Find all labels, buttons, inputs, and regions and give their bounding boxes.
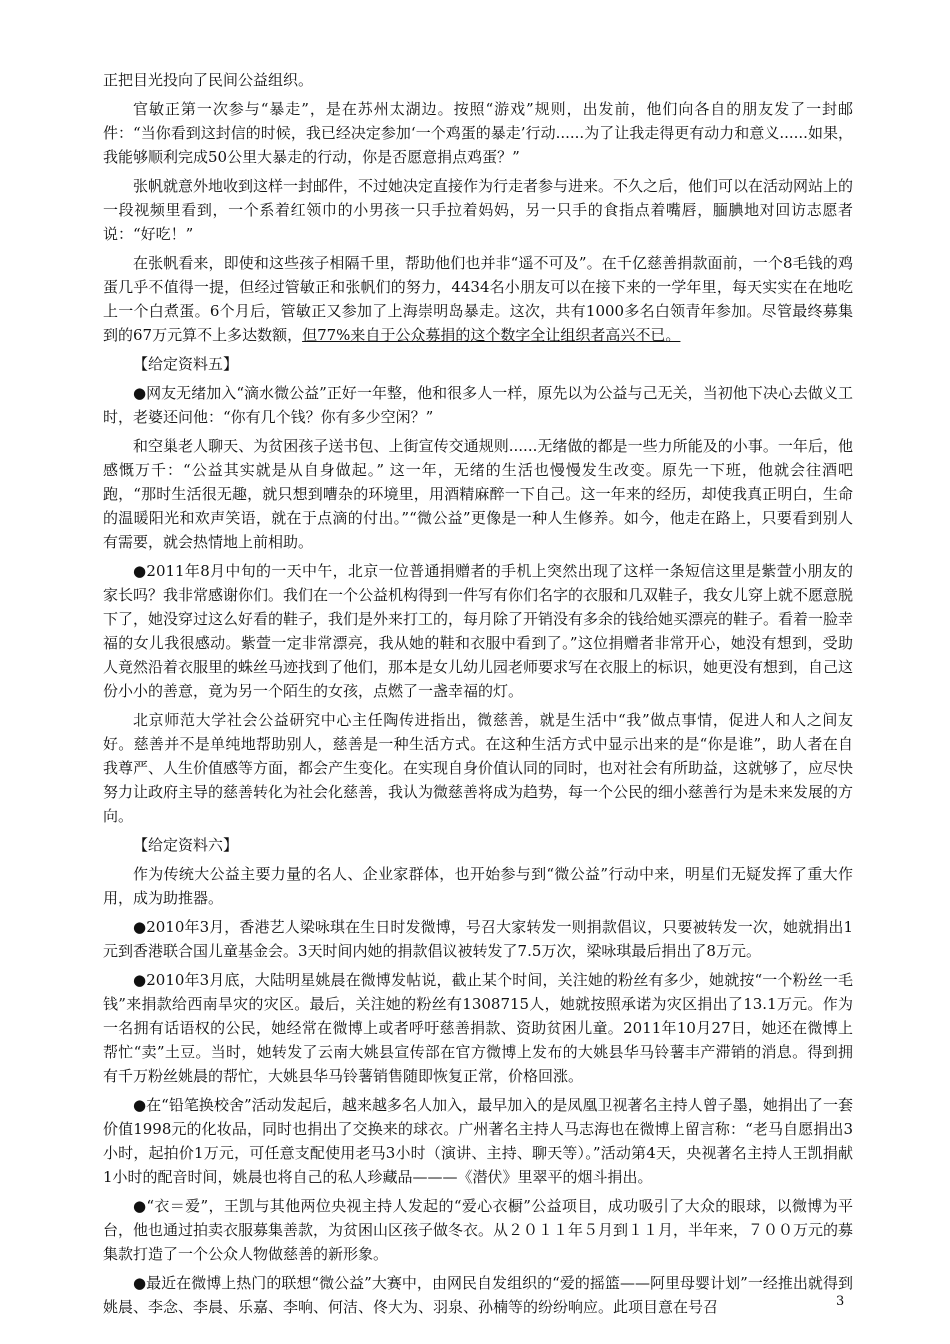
paragraph-sms-thanks: ●2011年8月中旬的一天中午，北京一位普通捐赠者的手机上突然出现了这样一条短信这里是紫萱小朋友的家长吗？我非常感谢你们。我们在一个公益机构得到一件写有你们名字的衣服和几双鞋子，我女儿穿上就不愿意脱下了，她没穿过这么好看的鞋子，我们是外来打工的，每月除了开销没有多余的钱给她买漂亮的鞋子。看着一脸幸福的女儿我很感动。紫萱一定非常漂亮，我从她的鞋和衣服中看到了。”这位捐赠者非常开心，她没有想到，受助人竟然沿着衣服里的蛛丝马迹找到了他们，那本是女儿幼儿园老师要求写在衣服上的标识，她更没有想到，自己这份小小的善意，竟为另一个陌生的女孩，点燃了一盏幸福的灯。: [103, 562, 854, 700]
paragraph-love-wardrobe: ●“衣＝爱”，王凯与其他两位央视主持人发起的“爱心衣橱”公益项目，成功吸引了大众的眼球，以微博为平台，他也通过拍卖衣服募集善款，为贫困山区孩子做冬衣。从２０１１年５月到１１月，半年来，７００万元的募集款打造了一个公众人物做慈善的新形象。: [103, 1197, 854, 1263]
section-heading-material-5: 【给定资料五】: [133, 355, 239, 373]
paragraph-celebrities: 作为传统大公益主要力量的名人、企业家群体，也开始参与到“微公益”行动中来，明星们无疑发挥了重大作用，成为助推器。: [103, 865, 853, 907]
document-page: [103, 68, 853, 1324]
underlined-sentence: 但77%来自于公众募捐的这个数字全让组织者高兴不已。: [302, 326, 681, 344]
paragraph-continuation: 正把目光投向了民间公益组织。: [103, 71, 314, 89]
paragraph-walk-email: 官敏正第一次参与“暴走”，是在苏州太湖边。按照“游戏”规则，出发前，他们向各自的朋友发了一封邮件：“当你看到这封信的时候，我已经决定参加‘一个鸡蛋的暴走’行动......为了让我走得更有动力和意义......如果，我能够顺利完成50公里大暴走的行动，你是否愿意捐点鸡蛋？”: [103, 100, 853, 166]
paragraph-zhang-fan: 张帆就意外地收到这样一封邮件，不过她决定直接作为行走者参与进来。不久之后，他们可以在活动网站上的一段视频里看到，一个系着红领巾的小男孩一只手拉着妈妈，另一只手的食指点着嘴唇，腼腆地对回访志愿者说：“好吃！”: [103, 177, 854, 243]
paragraph-lenovo-contest: ●最近在微博上热门的联想“微公益”大赛中，由网民自发组织的“爱的摇篮——阿里母婴计划”一经推出就得到姚晨、李念、李晨、乐嘉、李响、何洁、佟大为、羽泉、孙楠等的纷纷响应。此项目意在号召: [103, 1274, 853, 1316]
page-number: 3: [836, 1294, 845, 1309]
section-heading-material-6: 【给定资料六】: [133, 836, 239, 854]
paragraph-gigi-leung: ●2010年3月，香港艺人梁咏琪在生日时发微博，号召大家转发一则捐款倡议，只要被转发一次，她就捐出1元到香港联合国儿童基金会。3天时间内她的捐款倡议被转发了7.5万次，梁咏琪最后捐出了8万元。: [103, 918, 853, 960]
paragraph-egg-donation-text: 在张帆看来，即使和这些孩子相隔千里，帮助他们也并非“遥不可及”。在千亿慈善捐款面前，一个8毛钱的鸡蛋几乎不值得一提，但经过管敏正和张帆们的努力，4434名小朋友可以在接下来的一学年里，每天实实在在地吃上一个白煮蛋。6个月后，管敏正又参加了上海崇明岛暴走。这次，共有1000多名白领青年参加。尽管最终募集到的67万元算不上多达数额，: [103, 254, 853, 344]
paragraph-pencil-campaign: ●在“铅笔换校舍”活动发起后，越来越多名人加入，最早加入的是凤凰卫视著名主持人曾子墨，她捐出了一套价值1998元的化妆品，同时也捐出了交换来的球衣。广州著名主持人马志海也在微博上留言称：“老马自愿捐出3小时，起拍价1万元，可任意支配使用老马3小时（演讲、主持、聊天等）。”活动第4天，央视著名主持人王凯捐献1小时的配音时间，姚晨也将自己的私人珍藏品———《潜伏》里翠平的烟斗捐出。: [103, 1096, 853, 1186]
paragraph-tao-chuanjin: 北京师范大学社会公益研究中心主任陶传进指出，微慈善，就是生活中“我”做点事情，促进人和人之间友好。慈善并不是单纯地帮助别人，慈善是一种生活方式。在这种生活方式中显示出来的是“你是谁”，助人者在自我尊严、人生价值感等方面，都会产生变化。在实现自身价值认同的同时，也对社会有所助益，这就够了，应尽快努力让政府主导的慈善转化为社会化慈善，我认为微慈善将成为趋势，每一个公民的细小慈善行为是未来发展的方向。: [103, 711, 854, 825]
paragraph-wuxu-change: 和空巢老人聊天、为贫困孩子送书包、上街宣传交通规则......无绪做的都是一些力所能及的小事。一年后，他感慨万千：“公益其实就是从自身做起。” 这一年，无绪的生活也慢慢发生改变。原先一下班，他就会往酒吧跑，“那时生活很无趣，就只想到嘈杂的环境里，用酒精麻醉一下自己。这一年来的经历，却使我真正明白，生命的温暖阳光和欢声笑语，就在于点滴的付出。”“微公益”更像是一种人生修养。如今，他走在路上，只要看到别人有需要，就会热情地上前相助。: [103, 437, 853, 551]
paragraph-yao-chen: ●2010年3月底，大陆明星姚晨在微博发帖说，截止某个时间，关注她的粉丝有多少，她就按“一个粉丝一毛钱”来捐款给西南旱灾的灾区。最后，关注她的粉丝有1308715人，她就按照承诺为灾区捐出了13.1万元。作为一名拥有话语权的公民，她经常在微博上或者呼吁慈善捐款、资助贫困儿童。2011年10月27日，她还在微博上帮忙“卖”土豆。当时，她转发了云南大姚县宣传部在官方微博上发布的大姚县华马铃薯丰产滞销的消息。得到拥有千万粉丝姚晨的帮忙，大姚县华马铃薯销售随即恢复正常，价格回涨。: [103, 971, 853, 1085]
paragraph-wuxu-intro: ●网友无绪加入“滴水微公益”正好一年整，他和很多人一样，原先以为公益与己无关，当初他下决心去做义工时，老婆还问他：“你有几个钱？你有多少空闲？”: [103, 384, 853, 426]
paragraph-egg-donation: [103, 251, 853, 347]
